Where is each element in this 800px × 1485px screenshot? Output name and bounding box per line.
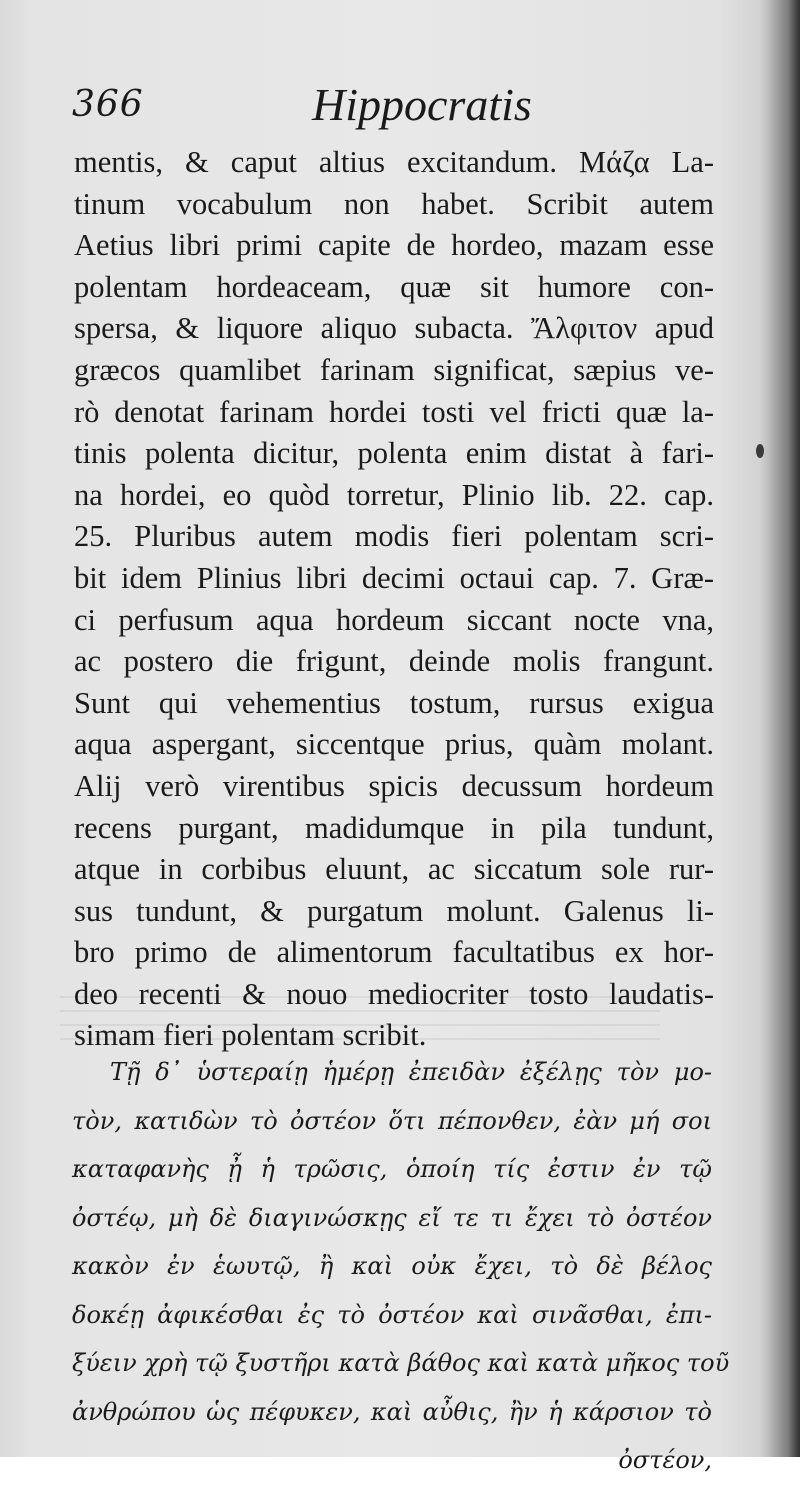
greek-line: κακὸν ἐν ἑωυτῷ, ἢ καὶ οὐκ ἔχει, τὸ δὲ βέλος [72,1252,712,1280]
text-line: tinis polenta dicitur, polenta enim distat à fari- [74,436,714,471]
text-line: Sunt qui vehementius tostum, rursus exigua [74,685,714,720]
greek-line: Τῇ δ᾽ ὑστεραίῃ ἡμέρῃ ἐπειδὰν ἐξέλῃς τὸν μο- [110,1058,712,1086]
text-line: sus tundunt, & purgatum molunt. Galenus li- [74,893,714,928]
text-line: rò denotat farinam hordei tosti vel fricti quæ la- [74,394,714,429]
page-gutter-shadow [760,0,800,1457]
latin-commentary [74,142,714,1057]
text-line: 25. Pluribus autem modis fieri polentam scri- [74,519,714,554]
greek-line: δοκέῃ ἀφικέσθαι ἐς τὸ ὀστέον καὶ σινᾶσθαι, ἐπι- [72,1300,712,1329]
greek-line: καταφανὴς ᾖ ἡ τρῶσις, ὁποίη τίς ἐστιν ἐν τῷ [72,1155,712,1183]
greek-line: τὸν, κατιδὼν τὸ ὀστέον ὅτι πέπονθεν, ἐὰν μή σοι [72,1106,712,1135]
running-head: Hippocratis [312,79,532,130]
page-header [72,78,732,138]
text-line: polentam hordeaceam, quæ sit humore con- [74,269,714,304]
text-line: spersa, & liquore aliquo subacta. Ἄλφιτον apud [74,311,714,346]
text-line: atque in corbibus eluunt, ac siccatum sole rur- [74,852,714,887]
text-line: bro primo de alimentorum facultatibus ex hor- [74,935,714,970]
text-line: bit idem Plinius libri decimi octaui cap. 7. Græ- [74,560,714,595]
show-through [60,990,660,1040]
text-line: recens purgant, madidumque in pila tundunt, [74,810,714,845]
text-line: græcos quamlibet farinam significat, sæpius ve- [74,352,714,387]
text-line: tinum vocabulum non habet. Scribit autem [74,186,714,221]
ink-spot [756,444,764,458]
greek-line: ὀστέῳ, μὴ δὲ διαγινώσκῃς εἴ τε τι ἔχει τὸ ὀστέον [72,1203,712,1232]
text-line: Aetius libri primi capite de hordeo, mazam esse [74,228,714,263]
text-line: deo recenti & nouo mediocriter tosto laudatis- [74,976,714,1011]
page-number: 366 [72,84,144,125]
greek-line: ξύειν χρὴ τῷ ξυστῆρι κατὰ βάθος καὶ κατὰ μῆκος τοῦ [72,1349,730,1377]
greek-text [72,1048,730,1485]
text-line: ci perfusum aqua hordeum siccant nocte vna, [74,602,714,637]
text-line: Alij verò virentibus spicis decussum hordeum [74,768,714,803]
text-line: ac postero die frigunt, deinde molis frangunt. [74,644,714,679]
catchword: ὀστέον, [618,1446,712,1474]
text-line: na hordei, eo quòd torretur, Plinio lib. 22. cap. [74,477,714,512]
text-line: mentis, & caput altius excitandum. Μάζα La- [74,145,714,179]
greek-line: ἀνθρώπου ὡς πέφυκεν, καὶ αὖθις, ἢν ἡ κάρσιον τὸ [72,1397,712,1426]
text-line: simam fieri polentam scribit. [74,1018,427,1053]
text-line: aqua aspergant, siccentque prius, quàm molant. [74,727,714,762]
